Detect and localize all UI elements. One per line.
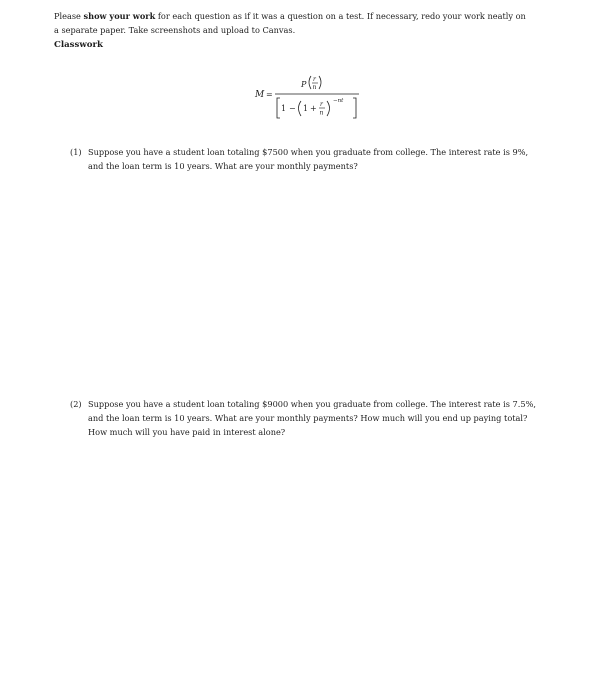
exponent: −nt	[333, 98, 344, 104]
question-2-line3: How much will you have paid in interest alone?	[88, 427, 286, 437]
denominator-left-bracket	[277, 98, 280, 118]
instructions-prefix: Please	[54, 11, 84, 21]
inner-right-paren	[327, 101, 330, 116]
formula-lhs: M	[255, 90, 265, 100]
instructions	[54, 9, 564, 37]
question-2-line2: and the loan term is 10 years. What are your monthly payments? How much will you end up paying total?	[88, 413, 528, 423]
inner-rate: r	[320, 101, 323, 108]
question-2-number: (2)	[70, 399, 82, 409]
denominator-right-bracket	[353, 98, 356, 118]
inner-periods: n	[319, 109, 324, 117]
loan-payment-formula	[245, 70, 375, 126]
question-2-line1: Suppose you have a student loan totaling $9000 when you graduate from college. The interest rate is 7.5%,	[88, 399, 536, 409]
inner-plus: +	[310, 104, 317, 113]
instructions-bold: show your work	[83, 11, 156, 21]
instructions-line2: a separate paper. Take screenshots and upload to Canvas.	[54, 25, 296, 35]
question-1-number: (1)	[70, 147, 82, 157]
denominator-minus: −	[289, 104, 296, 113]
question-1	[70, 145, 570, 173]
instructions-line1-rest: for each question as if it was a question on a test. If necessary, redo your work neatly on	[155, 11, 526, 21]
question-1-line1: Suppose you have a student loan totaling $7500 when you graduate from college. The interest rate is 9%,	[88, 147, 529, 157]
question-2	[70, 397, 570, 439]
denominator-one: 1	[281, 104, 287, 113]
numerator-rate: r	[313, 76, 316, 83]
numerator-periods: n	[312, 84, 317, 91]
inner-one: 1	[303, 104, 309, 113]
formula-svg	[245, 70, 375, 126]
numerator-left-paren	[309, 76, 311, 89]
numerator-principal: P	[301, 80, 307, 89]
inner-left-paren	[299, 101, 302, 116]
formula-equals: =	[266, 90, 273, 99]
section-heading: Classwork	[54, 40, 103, 50]
numerator-right-paren	[319, 76, 321, 89]
question-1-line2: and the loan term is 10 years. What are your monthly payments?	[88, 161, 358, 171]
